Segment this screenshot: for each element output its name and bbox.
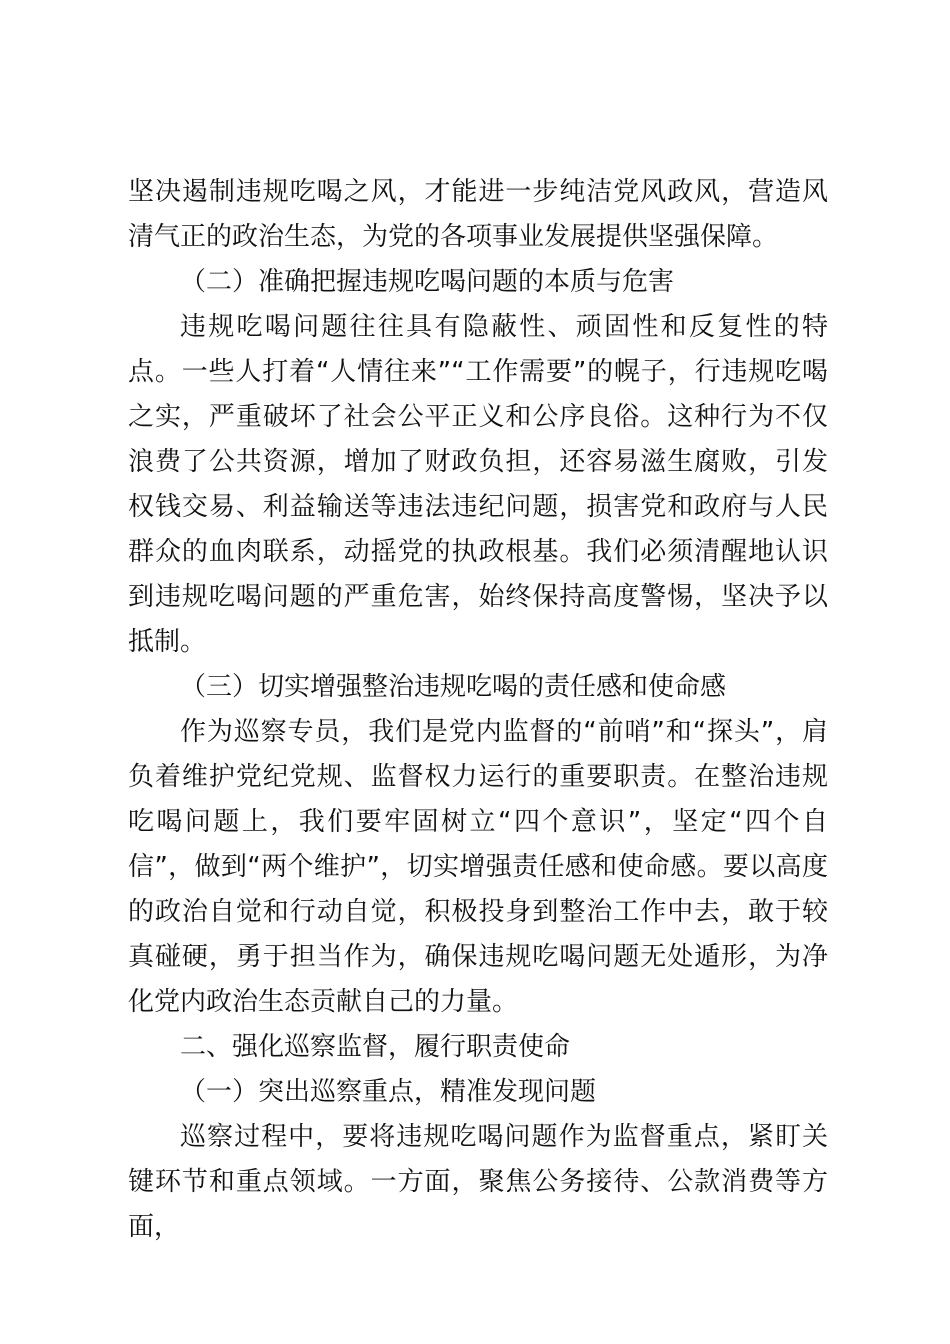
chapter-heading-2: 二、强化巡察监督，履行职责使命	[180, 1032, 571, 1062]
paragraph-inspection-focus: 巡察过程中，要将违规吃喝问题作为监督重点，紧盯关键环节和重点领域。一方面，聚焦公务接待、公款消费等方面，	[128, 1122, 828, 1242]
paragraph-responsibility: 作为巡察专员，我们是党内监督的“前哨”和“探头”，肩负着维护党纪党规、监督权力运行的重要职责。在整治违规吃喝问题上，我们要牢固树立“四个意识”，坚定“四个自信”，做到“两个维护”，切实增强责任感和使命感。要以高度的政治自觉和行动自觉，积极投身到整治工作中去，敢于较真碰硬，勇于担当作为，确保违规吃喝问题无处遁形，为净化党内政治生态贡献自己的力量。	[128, 717, 828, 1017]
section-heading-3: （三）切实增强整治违规吃喝的责任感和使命感	[180, 672, 727, 702]
paragraph-nature-harm: 违规吃喝问题往往具有隐蔽性、顽固性和反复性的特点。一些人打着“人情往来”“工作需要”的幌子，行违规吃喝之实，严重破坏了社会公平正义和公序良俗。这种行为不仅浪费了公共资源，增加了财政负担，还容易滋生腐败，引发权钱交易、利益输送等违法违纪问题，损害党和政府与人民群众的血肉联系，动摇党的执政根基。我们必须清醒地认识到违规吃喝问题的严重危害，始终保持高度警惕，坚决予以抵制。	[128, 312, 828, 657]
section-heading-2: （二）准确把握违规吃喝问题的本质与危害	[180, 267, 675, 297]
paragraph-continuation: 坚决遏制违规吃喝之风，才能进一步纯洁党风政风，营造风清气正的政治生态，为党的各项事业发展提供坚强保障。	[128, 177, 828, 252]
document-body	[128, 170, 828, 1250]
section-heading-2-1: （一）突出巡察重点，精准发现问题	[180, 1077, 597, 1107]
